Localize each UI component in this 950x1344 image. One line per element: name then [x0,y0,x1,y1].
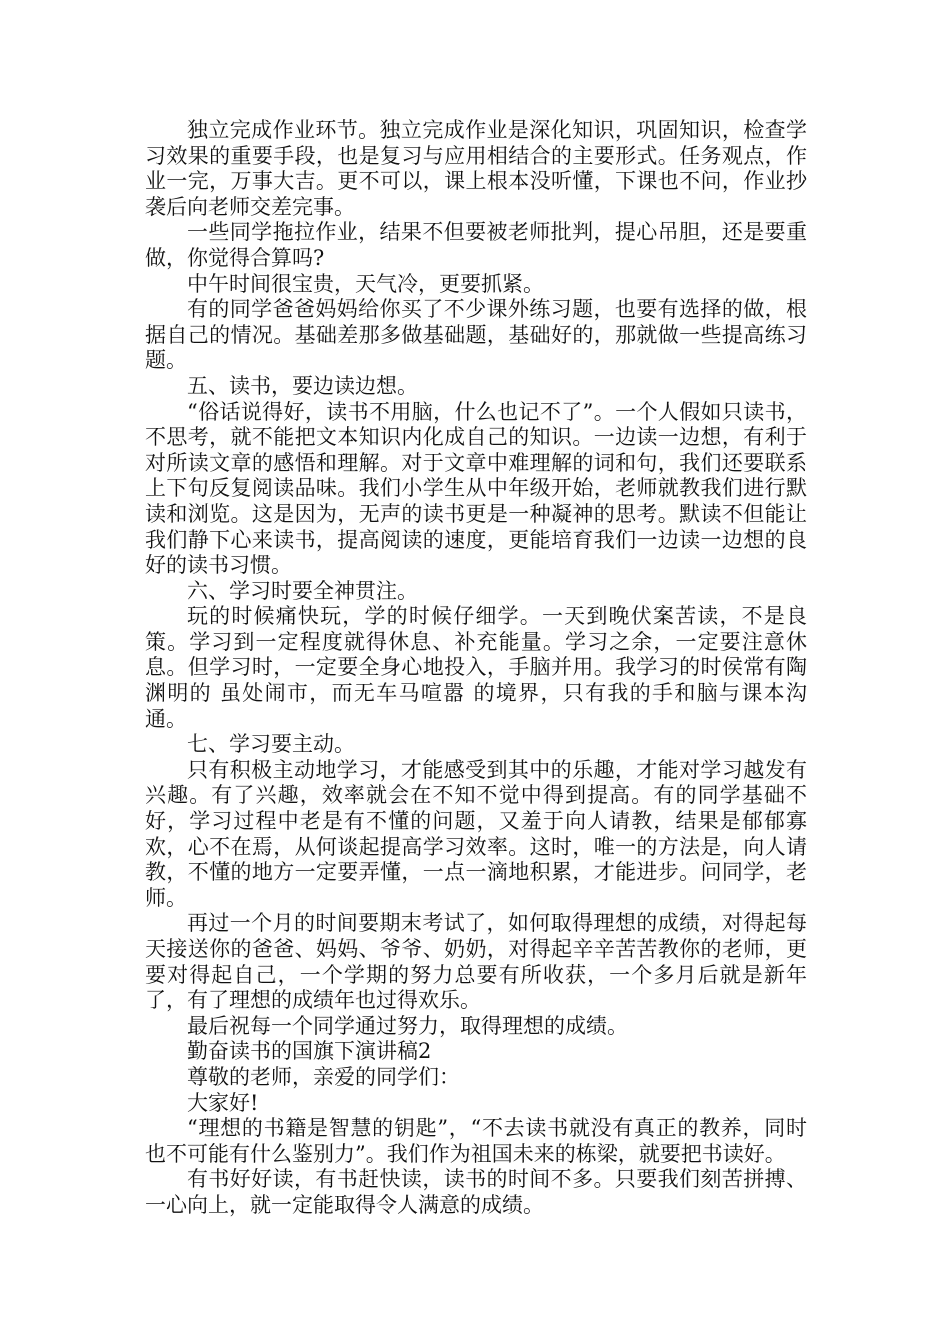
paragraph-focus: 玩的时候痛快玩，学的时候仔细学。一天到晚伏案苦读，不是良策。学习到一定程度就得休息、补充能量。学习之余，一定要注意休息。但学习时，一定要全身心地投入，手脑并用。我学习的时侯常有陶渊明的 虽处闹市，而无车马喧嚣 的境界，只有我的手和脑与课本沟通。 [145,604,807,731]
paragraph-noon-time: 中午时间很宝贵，天气冷，更要抓紧。 [187,271,544,296]
document-body [145,118,807,1219]
paragraph-active-learning: 只有积极主动地学习，才能感受到其中的乐趣，才能对学习越发有兴趣。有了兴趣，效率就会在不知不觉中得到提高。有的同学基础不好，学习过程中老是有不懂的问题，又羞于向人请教，结果是郁郁寡欢，心不在焉，从何谈起提高学习效率。这时，唯一的方法是，向人请教，不懂的地方一定要弄懂，一点一滴地积累，才能进步。问同学，老师。 [145,757,807,910]
greeting: 大家好! [187,1090,259,1115]
paragraph-best-wishes: 最后祝每一个同学通过努力，取得理想的成绩。 [187,1013,628,1038]
paragraph-quotes: “理想的书籍是智慧的钥匙”，“不去读书就没有真正的教养，同时也不可能有什么鉴别力”。我们作为祖国未来的栋梁，就要把书读好。 [145,1116,807,1166]
paragraph-reading-thinking: “俗话说得好，读书不用脑，什么也记不了”。一个人假如只读书，不思考，就不能把文本知识内化成自己的知识。一边读一边想，有利于对所读文章的感悟和理解。对于文章中难理解的词和句，我们还要联系上下句反复阅读品味。我们小学生从中年级开始，老师就教我们进行默读和浏览。这是因为，无声的读书更是一种凝神的思考。默读不但能让我们静下心来读书，提高阅读的速度，更能培育我们一边读一边想的良好的读书习惯。 [145,399,807,578]
paragraph-extra-exercises: 有的同学爸爸妈妈给你买了不少课外练习题，也要有选择的做，根据自己的情况。基础差那多做基础题，基础好的，那就做一些提高练习题。 [145,297,807,373]
paragraph-procrastination: 一些同学拖拉作业，结果不但要被老师批判，提心吊胆，还是要重做，你觉得合算吗? [145,220,807,270]
paragraph-study-hard: 有书好好读，有书赶快读，读书的时间不多。只要我们刻苦拼搏、一心向上，就一定能取得令人满意的成绩。 [145,1167,807,1217]
salutation: 尊敬的老师，亲爱的同学们： [187,1064,460,1089]
section-heading-7: 七、学习要主动。 [187,732,355,757]
speech-title: 勤奋读书的国旗下演讲稿2 [187,1039,432,1064]
section-heading-6: 六、学习时要全神贯注。 [187,578,418,603]
section-heading-5: 五、读书，要边读边想。 [187,373,418,398]
paragraph-homework-independent: 独立完成作业环节。独立完成作业是深化知识，巩固知识，检查学习效果的重要手段，也是复习与应用相结合的主要形式。任务观点，作业一完，万事大吉。更不可以，课上根本没听懂，下课也不问，作业抄袭后向老师交差完事。 [145,118,807,219]
paragraph-final-exam: 再过一个月的时间要期末考试了，如何取得理想的成绩，对得起每天接送你的爸爸、妈妈、爷爷、奶奶，对得起辛辛苦苦教你的老师，更要对得起自己，一个学期的努力总要有所收获，一个多月后就是新年了，有了理想的成绩年也过得欢乐。 [145,911,807,1013]
